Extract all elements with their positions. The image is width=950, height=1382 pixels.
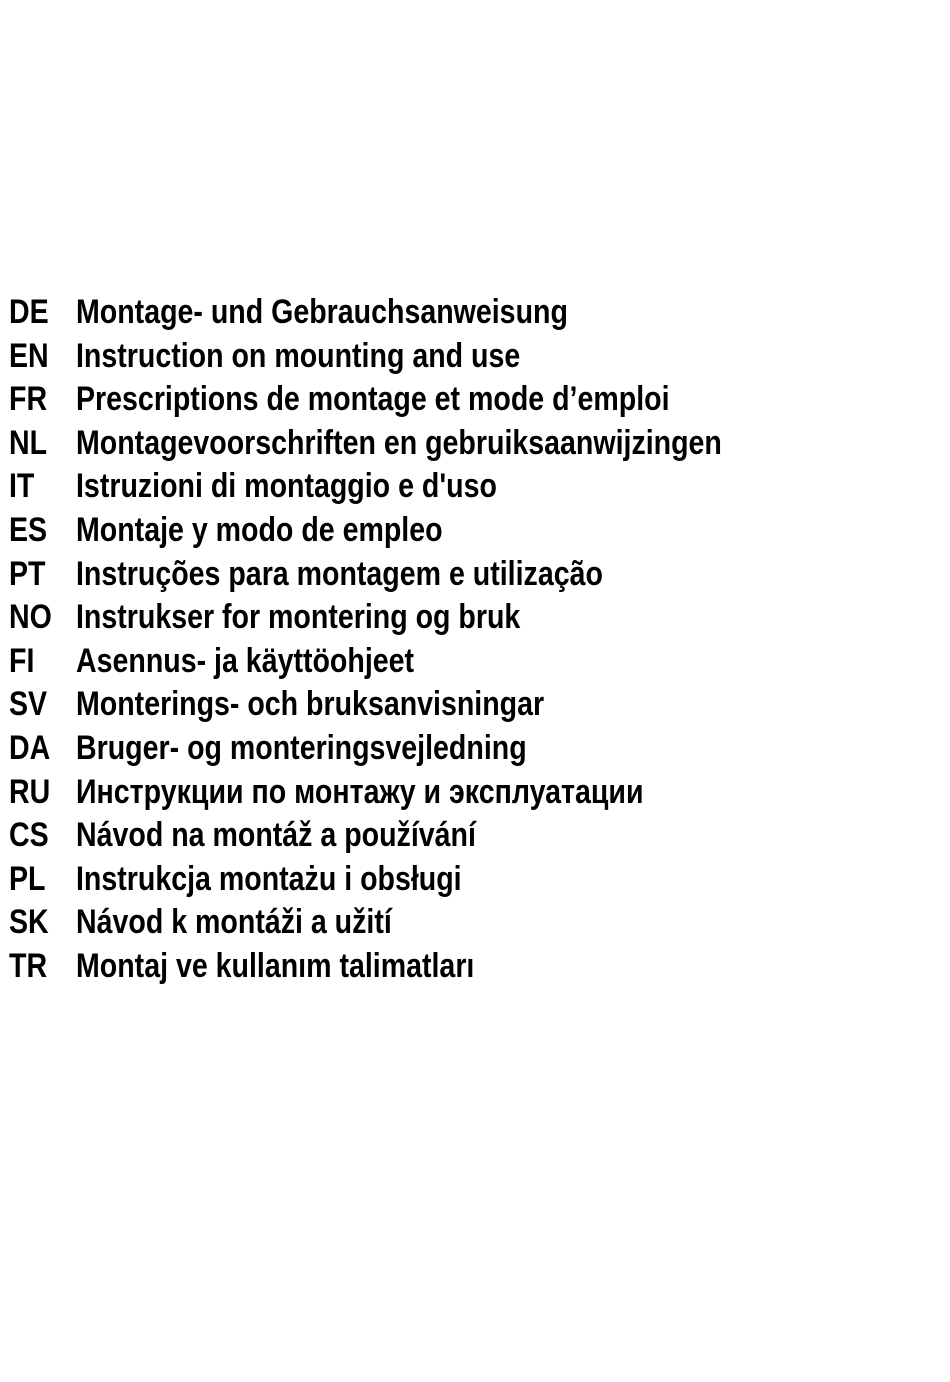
language-code: NL	[9, 423, 48, 462]
language-code: NO	[9, 598, 52, 637]
language-row-de	[9, 291, 929, 335]
instruction-title: Montagevoorschriften en gebruiksaanwijzingen	[76, 423, 722, 462]
language-code: DE	[9, 293, 49, 331]
language-row-da	[9, 727, 929, 771]
language-row-pl	[9, 858, 929, 902]
language-code: SK	[9, 903, 49, 942]
language-code: RU	[9, 772, 51, 811]
instruction-title: Asennus- ja käyttöohjeet	[76, 641, 415, 680]
instruction-title: Prescriptions de montage et mode d’emploi	[76, 380, 670, 419]
language-row-ru	[9, 771, 929, 815]
language-code: PT	[9, 554, 46, 593]
language-row-sv	[9, 683, 929, 727]
instruction-title: Инструкции по монтажу и эксплуатации	[76, 772, 644, 811]
language-row-nl	[9, 422, 929, 466]
language-code: FR	[9, 380, 48, 419]
language-code: DA	[9, 728, 51, 767]
instruction-title: Monterings- och bruksanvisningar	[76, 685, 545, 724]
language-row-fi	[9, 640, 929, 684]
language-code: ES	[9, 510, 48, 549]
language-row-tr	[9, 945, 929, 989]
instruction-title: Instrukcja montażu i obsługi	[76, 859, 462, 898]
language-code: CS	[9, 816, 49, 855]
language-row-cs	[9, 814, 929, 858]
language-code: IT	[9, 467, 35, 506]
language-code: SV	[9, 685, 48, 724]
language-list	[9, 291, 929, 989]
instruction-title: Montaje y modo de empleo	[76, 510, 443, 549]
instruction-title: Bruger- og monteringsvejledning	[76, 728, 527, 767]
instruction-title: Montaj ve kullanım talimatları	[76, 946, 475, 985]
instruction-title: Istruzioni di montaggio e d'uso	[76, 467, 497, 506]
language-row-fr	[9, 378, 929, 422]
instruction-title: Návod k montáži a užití	[76, 903, 392, 942]
instruction-title: Instrukser for montering og bruk	[76, 598, 521, 637]
language-code: TR	[9, 946, 48, 985]
instruction-title: Instruction on mounting and use	[76, 336, 521, 375]
language-row-sk	[9, 901, 929, 945]
instruction-title: Instruções para montagem e utilização	[76, 554, 603, 593]
language-row-es	[9, 509, 929, 553]
language-row-pt	[9, 553, 929, 597]
instruction-title: Montage- und Gebrauchsanweisung	[76, 293, 568, 331]
language-code: EN	[9, 336, 49, 375]
language-code: PL	[9, 859, 46, 898]
language-row-no	[9, 596, 929, 640]
instruction-title: Návod na montáž a používání	[76, 816, 476, 855]
language-code: FI	[9, 641, 35, 680]
language-row-it	[9, 465, 929, 509]
language-row-en	[9, 335, 929, 379]
